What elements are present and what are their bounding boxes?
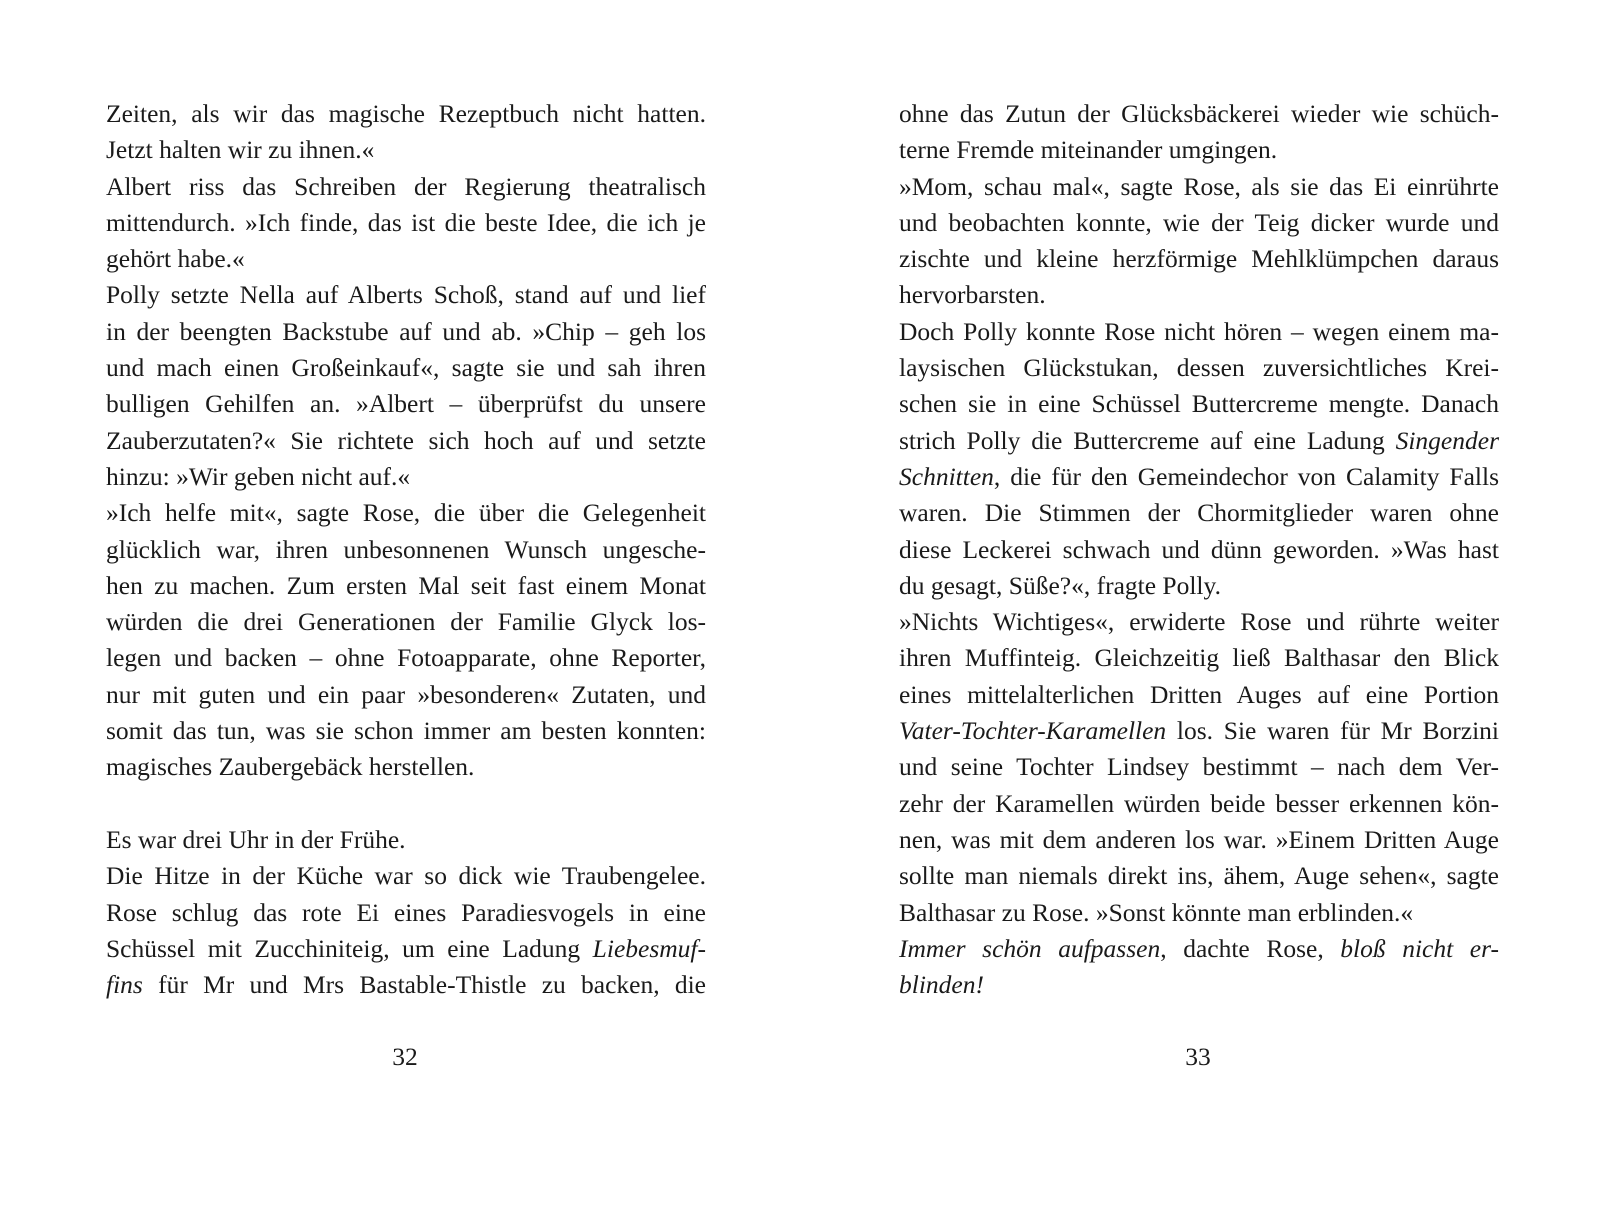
- text-segment: Rose schlug das rote Ei eines Paradiesvogels in eine: [106, 897, 706, 927]
- italic-text: Immer schön aufpassen: [899, 933, 1161, 963]
- text-segment: hen zu machen. Zum ersten Mal seit fast einem Monat: [106, 570, 706, 600]
- text-segment: Zeiten, als wir das magische Rezeptbuch nicht hatten.: [106, 99, 706, 128]
- italic-text: Vater-Tochter-Karamellen: [899, 716, 1167, 746]
- text-line: [106, 895, 706, 931]
- text-line: [106, 822, 706, 858]
- text-line: [106, 640, 706, 676]
- text-segment: magisches Zaubergebäck herstellen.: [106, 752, 475, 782]
- text-segment: Es war drei Uhr in der Frühe.: [106, 824, 406, 854]
- text-segment: gehört habe.«: [106, 244, 245, 274]
- text-segment: und seine Tochter Lindsey bestimmt – nach dem Ver-: [899, 752, 1499, 782]
- text-line: [899, 314, 1499, 350]
- text-line: [106, 386, 706, 422]
- text-line: [106, 677, 706, 713]
- text-segment: hinzu: »Wir geben nicht auf.«: [106, 461, 411, 491]
- text-line: [899, 277, 1499, 313]
- page-number-left: 32: [392, 1042, 418, 1071]
- text-line: [106, 169, 706, 205]
- text-segment: Jetzt halten wir zu ihnen.«: [106, 135, 375, 165]
- text-line: [106, 967, 706, 1003]
- text-segment: terne Fremde miteinander umgingen.: [899, 135, 1278, 165]
- text-line: [106, 786, 706, 822]
- italic-text: Singender: [1395, 425, 1499, 455]
- text-segment: in der beengten Backstube auf und ab. »Chip – geh los: [106, 316, 706, 346]
- text-line: [899, 205, 1499, 241]
- text-segment: Albert riss das Schreiben der Regierung theatralisch: [106, 171, 706, 201]
- text-line: [106, 931, 706, 967]
- text-segment: hervorbarsten.: [899, 280, 1046, 310]
- text-line: [899, 495, 1499, 531]
- text-line: [899, 822, 1499, 858]
- text-segment: nur mit guten und ein paar »besonderen« Zutaten, und: [106, 679, 706, 709]
- text-segment: zischte und kleine herzförmige Mehlklümpchen daraus: [899, 244, 1499, 274]
- right-page-text: [899, 96, 1499, 1003]
- text-segment: laysischen Glückstukan, dessen zuversichtliches Krei-: [899, 353, 1499, 383]
- text-segment: , dachte Rose,: [1160, 933, 1341, 963]
- text-line: [899, 640, 1499, 676]
- text-line: [899, 459, 1499, 495]
- text-line: [106, 350, 706, 386]
- text-line: [899, 931, 1499, 967]
- text-line: [899, 132, 1499, 168]
- text-line: [106, 459, 706, 495]
- text-segment: und beobachten konnte, wie der Teig dicker wurde und: [899, 207, 1499, 237]
- text-line: [899, 96, 1499, 132]
- text-line: [899, 532, 1499, 568]
- italic-text: Liebesmuf-: [592, 933, 706, 963]
- text-segment: zehr der Karamellen würden beide besser erkennen kön-: [899, 788, 1499, 818]
- text-segment: und mach einen Großeinkauf«, sagte sie und sah ihren: [106, 353, 706, 383]
- text-line: [106, 241, 706, 277]
- text-line: [106, 568, 706, 604]
- text-segment: »Nichts Wichtiges«, erwiderte Rose und rührte weiter: [899, 607, 1499, 637]
- text-segment: mittendurch. »Ich finde, das ist die beste Idee, die ich je: [106, 207, 706, 237]
- text-line: [899, 423, 1499, 459]
- text-segment: ihren Muffinteig. Gleichzeitig ließ Balthasar den Blick: [899, 643, 1499, 673]
- text-line: [899, 386, 1499, 422]
- text-line: [106, 205, 706, 241]
- text-segment: Polly setzte Nella auf Alberts Schoß, stand auf und lief: [106, 280, 706, 310]
- text-line: [106, 495, 706, 531]
- text-segment: nen, was mit dem anderen los war. »Einem Dritten Auge: [899, 824, 1499, 854]
- text-line: [899, 967, 1499, 1003]
- text-line: [106, 749, 706, 785]
- text-segment: du gesagt, Süße?«, fragte Polly.: [899, 570, 1221, 600]
- italic-text: bloß nicht er-: [1340, 933, 1499, 963]
- text-segment: glücklich war, ihren unbesonnenen Wunsch ungesche-: [106, 534, 706, 564]
- text-segment: Zauberzutaten?« Sie richtete sich hoch auf und setzte: [106, 425, 706, 455]
- left-page-text: [106, 96, 706, 1003]
- text-line: [106, 277, 706, 313]
- text-segment: eines mittelalterlichen Dritten Auges auf eine Portion: [899, 679, 1499, 709]
- text-line: [899, 241, 1499, 277]
- italic-text: fins: [106, 970, 143, 1000]
- text-segment: »Mom, schau mal«, sagte Rose, als sie das Ei einrührte: [899, 171, 1499, 201]
- text-segment: , die für den Gemeindechor von Calamity Falls: [993, 461, 1499, 491]
- text-segment: ohne das Zutun der Glücksbäckerei wieder wie schüch-: [899, 99, 1499, 128]
- page-number-right: 33: [1185, 1042, 1211, 1071]
- text-line: [899, 350, 1499, 386]
- text-line: [106, 532, 706, 568]
- text-line: [899, 749, 1499, 785]
- text-line: [899, 713, 1499, 749]
- text-segment: legen und backen – ohne Fotoapparate, ohne Reporter,: [106, 643, 706, 673]
- text-segment: schen sie in eine Schüssel Buttercreme mengte. Danach: [899, 389, 1499, 419]
- text-line: [106, 713, 706, 749]
- text-segment: somit das tun, was sie schon immer am besten konnten:: [106, 716, 706, 746]
- italic-text: Schnitten: [899, 461, 994, 491]
- text-segment: für Mr und Mrs Bastable-Thistle zu backen, die: [142, 970, 706, 1000]
- text-segment: Doch Polly konnte Rose nicht hören – wegen einem ma-: [899, 316, 1499, 346]
- text-line: [899, 604, 1499, 640]
- text-segment: bulligen Gehilfen an. »Albert – überprüfst du unsere: [106, 389, 706, 419]
- text-segment: würden die drei Generationen der Familie Glyck los-: [106, 607, 706, 637]
- text-line: [899, 858, 1499, 894]
- text-segment: Balthasar zu Rose. »Sonst könnte man erblinden.«: [899, 897, 1414, 927]
- text-segment: waren. Die Stimmen der Chormitglieder waren ohne: [899, 498, 1499, 528]
- text-segment: Die Hitze in der Küche war so dick wie Traubengelee.: [106, 861, 706, 891]
- text-line: [899, 568, 1499, 604]
- text-segment: Schüssel mit Zucchiniteig, um eine Ladung: [106, 933, 593, 963]
- text-segment: strich Polly die Buttercreme auf eine Ladung: [899, 425, 1396, 455]
- text-line: [899, 786, 1499, 822]
- text-segment: los. Sie waren für Mr Borzini: [1166, 716, 1499, 746]
- text-line: [899, 677, 1499, 713]
- text-line: [106, 314, 706, 350]
- text-line: [106, 423, 706, 459]
- text-line: [106, 604, 706, 640]
- text-line: [106, 858, 706, 894]
- text-line: [106, 132, 706, 168]
- text-segment: »Ich helfe mit«, sagte Rose, die über die Gelegenheit: [106, 498, 706, 528]
- text-line: [106, 96, 706, 132]
- text-segment: diese Leckerei schwach und dünn geworden. »Was hast: [899, 534, 1499, 564]
- text-line: [899, 169, 1499, 205]
- text-segment: sollte man niemals direkt ins, ähem, Auge sehen«, sagte: [899, 861, 1499, 891]
- text-line: [899, 895, 1499, 931]
- italic-text: blinden!: [899, 970, 984, 1000]
